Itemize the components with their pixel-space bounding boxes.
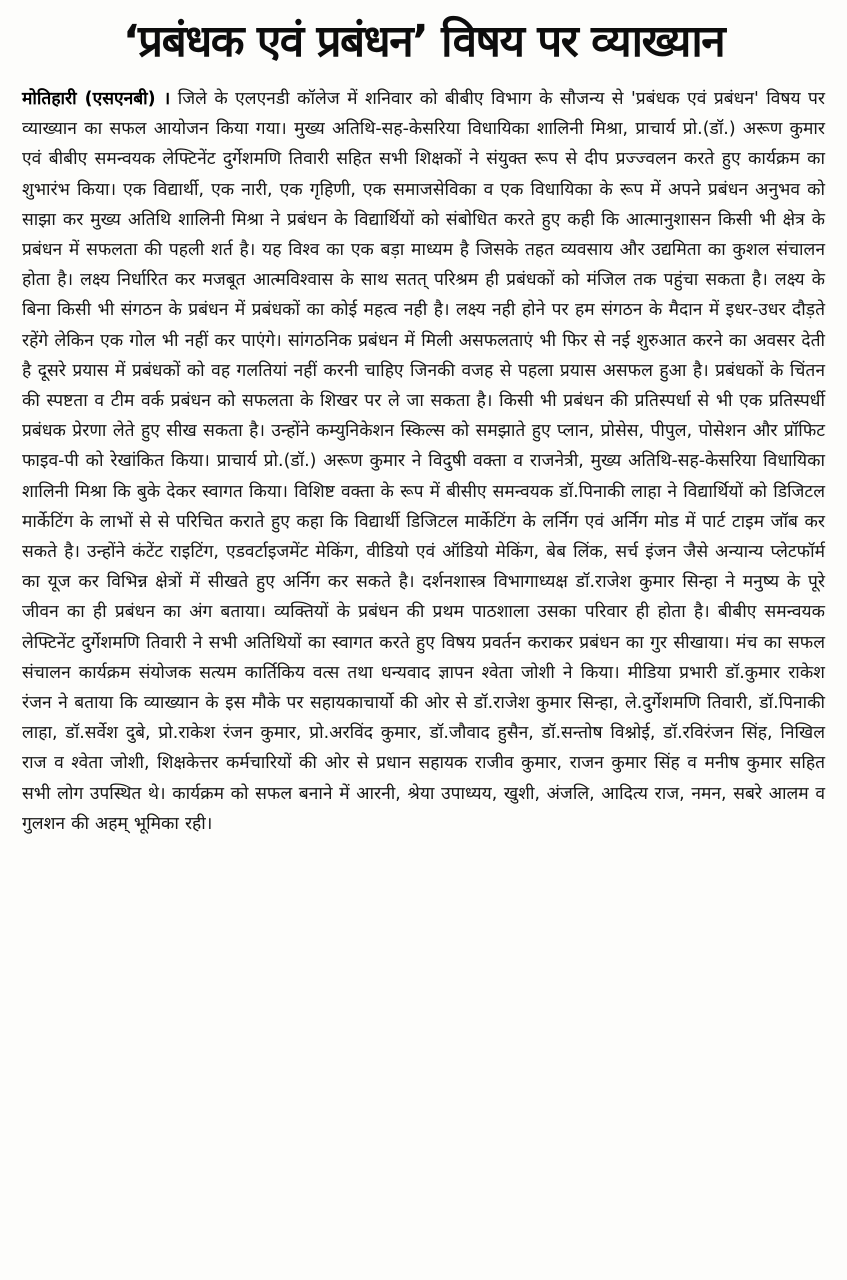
headline: ‘प्रबंधक एवं प्रबंधन’ विषय पर व्याख्यान (122, 16, 725, 67)
article-text: जिले के एलएनडी कॉलेज में शनिवार को बीबीए विभाग के सौजन्य से 'प्रबंधक एवं प्रबंधन' विषय पर व्याख्यान का सफल आयोजन किया गया। मुख्य अतिथि-सह-केसरिया विधायिका शालिनी मिश्रा, प्राचार्य प्रो.(डॉ.) अरूण कुमार एवं बीबीए समन्वयक लेफ्टिनेंट दुर्गेशमणि तिवारी सहित सभी शिक्षकों ने संयुक्त रूप से दीप प्रज्ज्वलन करते हुए कार्यक्रम का शुभारंभ किया। एक विद्यार्थी, एक नारी, एक गृहिणी, एक समाजसेविका व एक विधायिका के रूप में अपने प्रबंधन अनुभव को साझा कर मुख्य अतिथि शालिनी मिश्रा ने प्रबंधन के विद्यार्थियों को संबोधित करते हुए कही कि आत्मानुशासन किसी भी क्षेत्र के प्रबंधन में सफलता की पहली शर्त है। यह विश्व का एक बड़ा माध्यम है जिसके तहत व्यवसाय और उद्यमिता का कुशल संचालन होता है। लक्ष्य निर्धारित कर मजबूत आत्मविश्वास के साथ सतत् परिश्रम ही प्रबंधकों को मंजिल तक पहुंचा सकता है। लक्ष्य के बिना किसी भी संगठन के प्रबंधन में प्रबंधकों का कोई महत्व नही है। लक्ष्य नही होने पर हम संगठन के मैदान में इधर-उधर दौड़ते रहेंगे लेकिन एक गोल भी नहीं कर पाएंगे। सांगठनिक प्रबंधन में मिली असफलताएं भी फिर से नई शुरुआत करने का अवसर देती है दूसरे प्रयास में प्रबंधकों को वह गलतियां नहीं करनी चाहिए जिनकी वजह से पहला प्रयास असफल हुआ है। प्रबंधकों के चिंतन की स्पष्टता व टीम वर्क प्रबंधन को सफलता के शिखर पर ले जा सकता है। किसी भी प्रबंधन की प्रतिस्पर्धा से भी एक प्रतिस्पर्धी प्रबंधक प्रेरणा लेते हुए सीख सकता है। उन्होंने कम्युनिकेशन स्किल्स को समझाते हुए प्लान, प्रोसेस, पीपुल, पोसेशन और प्रॉफिट फाइव-पी को रेखांकित किया। प्राचार्य प्रो.(डॉ.) अरूण कुमार ने विदुषी वक्ता व राजनेत्री, मुख्य अतिथि-सह-केसरिया विधायिका शालिनी मिश्रा कि बुके देकर स्वागत किया। विशिष्ट वक्ता के रूप में बीसीए समन्वयक डॉ.पिनाकी लाहा ने विद्यार्थियों को डिजिटल मार्केटिंग के लाभों से से परिचित कराते हुए कहा कि विद्यार्थी डिजिटल मार्केटिंग के लर्निग एवं अर्निग मोड में पार्ट टाइम जॉब कर सकते है। उन्होंने कंटेंट राइटिंग, एडवर्टाइजमेंट मेकिंग, वीडियो एवं ऑडियो मेकिंग, बेब लिंक, सर्च इंजन जैसे अन्यान्य प्लेटफॉर्म का यूज कर विभिन्न क्षेत्रों में सीखते हुए अर्निग कर सकते है। दर्शनशास्त्र विभागाध्यक्ष डॉ.राजेश कुमार सिन्हा ने मनुष्य के पूरे जीवन का ही प्रबंधन का अंग बताया। व्यक्तियों के प्रबंधन की प्रथम पाठशाला उसका परिवार ही होता है। बीबीए समन्वयक लेफ्टिनेंट दुर्गेशमणि तिवारी ने सभी अतिथियों का स्वागत करते हुए विषय प्रवर्तन कराकर प्रबंधन का गुर सीखाया। मंच का सफल संचालन कार्यक्रम संयोजक सत्यम कार्तिकिय वत्स तथा धन्यवाद ज्ञापन श्वेता जोशी ने किया। मीडिया प्रभारी डॉ.कुमार राकेश रंजन ने बताया कि व्याख्यान के इस मौके पर सहायकाचार्यो की ओर से डॉ.राजेश कुमार सिन्हा, ले.दुर्गेशमणि तिवारी, डॉ.पिनाकी लाहा, डॉ.सर्वेश दुबे, प्रो.राकेश रंजन कुमार, प्रो.अरविंद कुमार, डॉ.जौवाद हुसैन, डॉ.सन्तोष विश्नोई, डॉ.रविरंजन सिंह, निखिल राज व श्वेता जोशी, शिक्षकेत्तर कर्मचारियों की ओर से प्रधान सहायक राजीव कुमार, राजन कुमार सिंह व मनीष कुमार सहित सभी लोग उपस्थित थे। कार्यक्रम को सफल बनाने में आरनी, श्रेया उपाध्यय, खुशी, अंजलि, आदित्य राज, नमन, सबरे आलम व गुलशन की अहम् भूमिका रही। (22, 89, 825, 834)
dateline: मोतिहारी (एसएनबी) । (22, 89, 171, 109)
article-body (22, 84, 825, 839)
